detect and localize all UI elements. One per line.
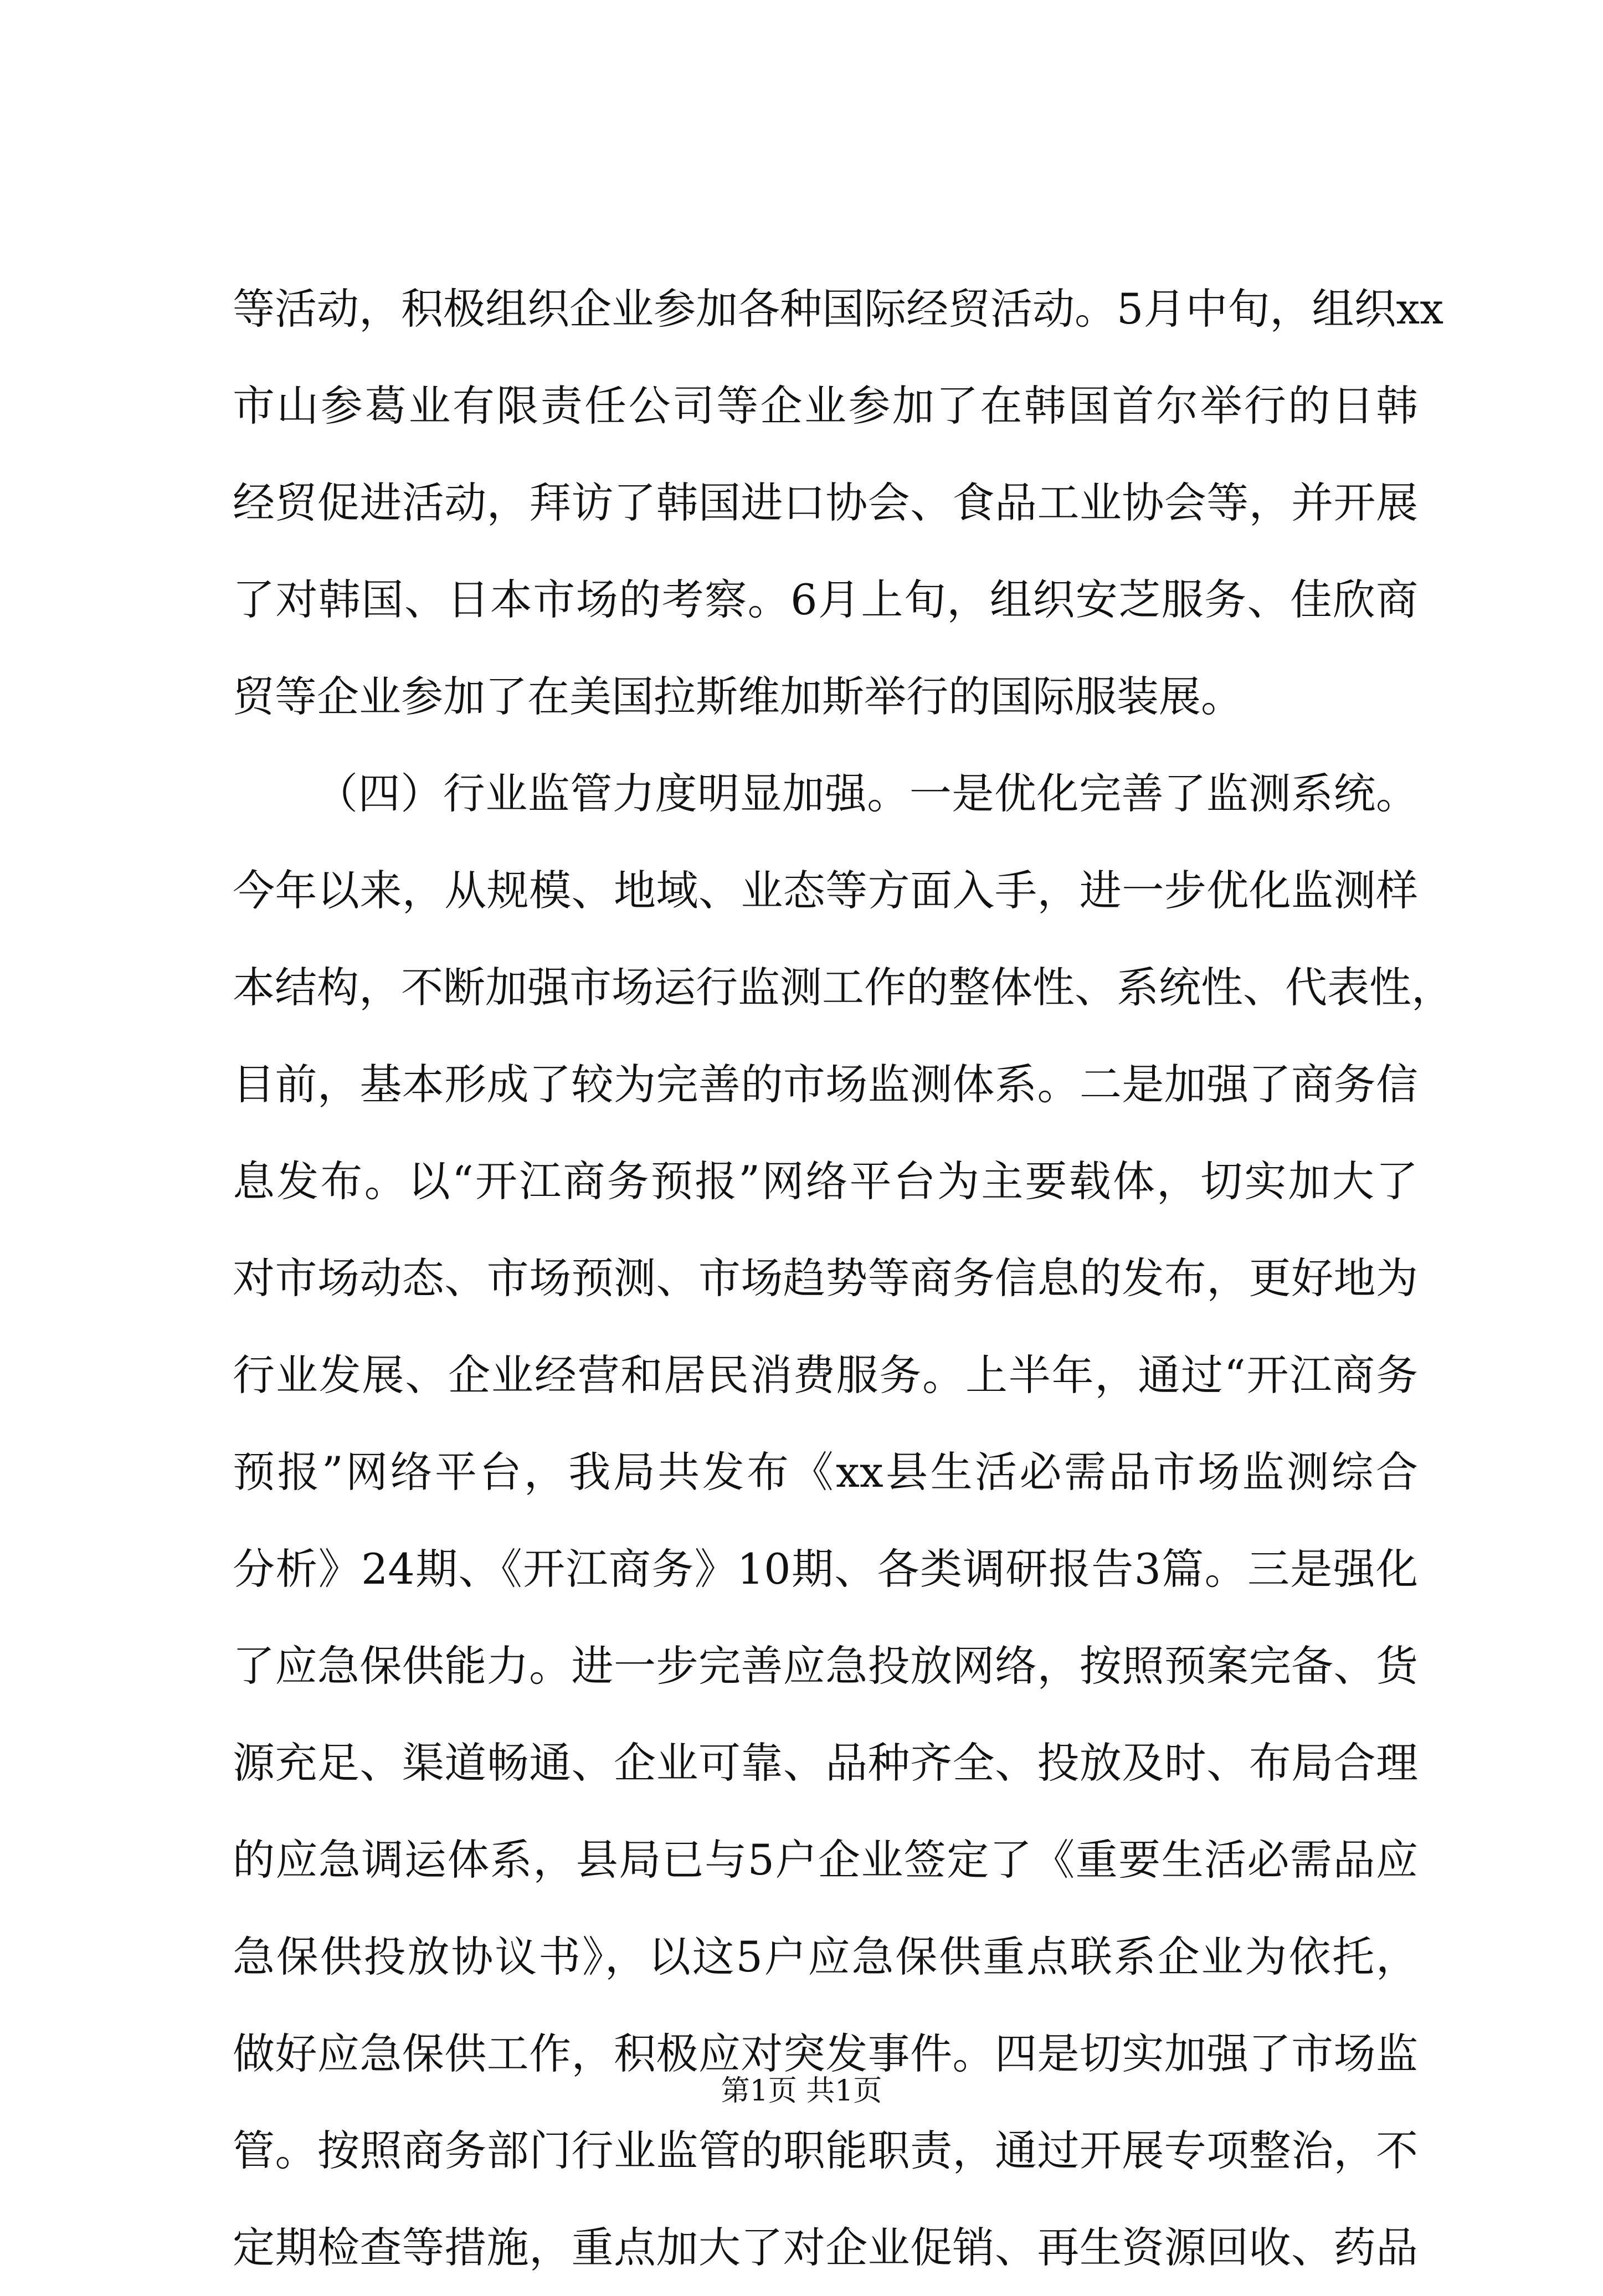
text-line: 做好应急保供工作，积极应对突发事件。四是切实加强了市场监 <box>233 2029 1418 2078</box>
text-line: 经贸促进活动，拜访了韩国进口协会、食品工业协会等，并开展 <box>233 478 1418 527</box>
text-line: 贸等企业参加了在美国拉斯维加斯举行的国际服装展。 <box>233 672 1243 721</box>
text-line: 今年以来，从规模、地域、业态等方面入手，进一步优化监测样 <box>233 866 1418 915</box>
text-line: 定期检查等措施，重点加大了对企业促销、再生资源回收、药品 <box>233 2223 1418 2272</box>
text-line: 源充足、渠道畅通、企业可靠、品种齐全、投放及时、布局合理 <box>233 1738 1418 1788</box>
text-line: 管。按照商务部门行业监管的职能职责，通过开展专项整治，不 <box>233 2126 1418 2175</box>
paragraph-heading-line: （四）行业监管力度明显加强。一是优化完善了监测系统。 <box>316 769 1418 818</box>
text-line: 了应急保供能力。进一步完善应急投放网络，按照预案完备、货 <box>233 1641 1418 1691</box>
text-line: 等活动，积极组织企业参加各种国际经贸活动。5月中旬，组织xx <box>233 284 1444 333</box>
text-line: 市山参葛业有限责任公司等企业参加了在韩国首尔举行的日韩 <box>233 381 1418 430</box>
text-line: 息发布。以“开江商务预报”网络平台为主要载体，切实加大了 <box>233 1157 1418 1206</box>
text-line: 急保供投放协议书》，以这5户应急保供重点联系企业为依托， <box>233 1932 1418 1981</box>
text-line: 的应急调运体系，县局已与5户企业签定了《重要生活必需品应 <box>233 1835 1418 1884</box>
text-line: 了对韩国、日本市场的考察。6月上旬，组织安芝服务、佳欣商 <box>233 575 1418 624</box>
text-line: 本结构，不断加强市场运行监测工作的整体性、系统性、代表性， <box>233 963 1453 1012</box>
body-text <box>233 260 1453 2296</box>
page-number: 第1页 共1页 <box>721 2074 882 2108</box>
text-line: 目前，基本形成了较为完善的市场监测体系。二是加强了商务信 <box>233 1060 1418 1109</box>
text-line: 行业发展、企业经营和居民消费服务。上半年，通过“开江商务 <box>233 1350 1418 1400</box>
page-footer <box>0 2072 1603 2110</box>
text-line: 对市场动态、市场预测、市场趋势等商务信息的发布，更好地为 <box>233 1254 1418 1303</box>
text-line: 分析》24期、《开江商务》10期、各类调研报告3篇。三是强化 <box>233 1544 1418 1594</box>
text-line: 预报”网络平台，我局共发布《xx县生活必需品市场监测综合 <box>233 1447 1418 1497</box>
